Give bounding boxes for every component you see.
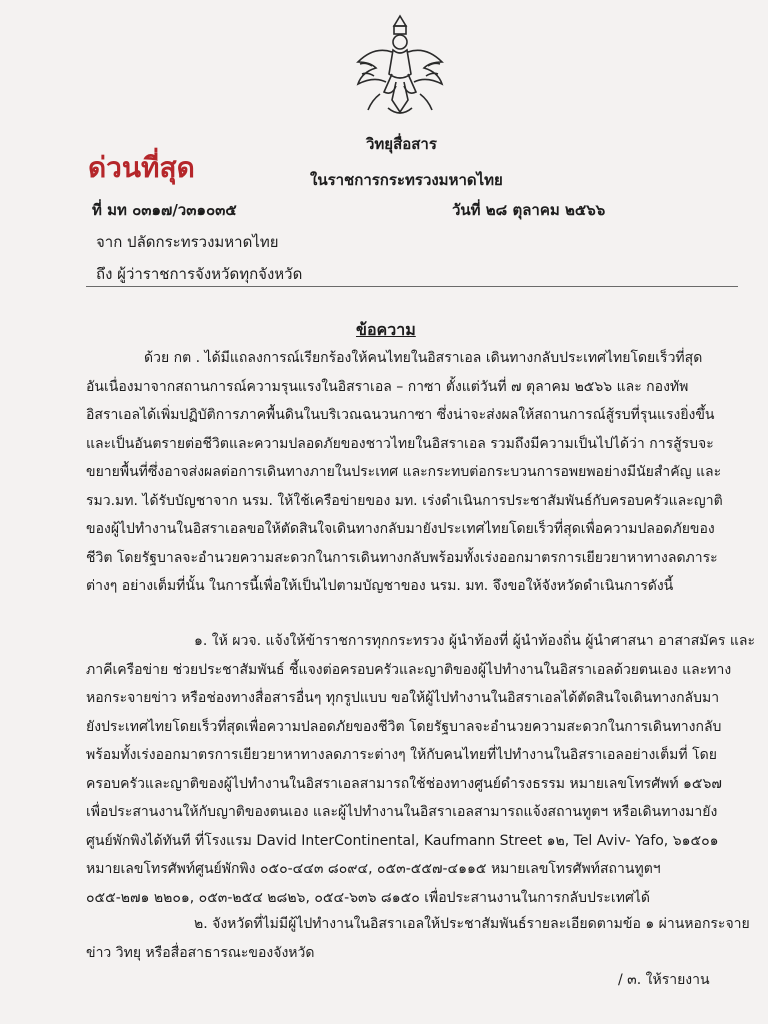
body-line: และเป็นอันตรายต่อชีวิตและความปลอดภัยของชาวไทยในอิสราเอล รวมถึงมีความเป็นไปได้ว่า การสู้รบจะ <box>86 435 714 452</box>
body-line: ต่างๆ อย่างเต็มที่นั้น ในการนี้เพื่อให้เป็นไปตามบัญชาของ นรม. มท. จึงขอให้จังหวัดดำเนินการดังนี้ <box>86 578 674 594</box>
body-line: อิสราเอลได้เพิ่มปฏิบัติการภาคพื้นดินในบริเวณฉนวนกาซา ซึ่งน่าจะส่งผลให้สถานการณ์สู้รบที่รุนแรงยิ่งขึ้น <box>86 407 715 423</box>
to-line: ถึง ผู้ว่าราชการจังหวัดทุกจังหวัด <box>96 265 303 283</box>
header-divider <box>86 286 738 287</box>
body-line: อันเนื่องมาจากสถานการณ์ความรุนแรงในอิสราเอล – กาซา ตั้งแต่วันที่ ๗ ตุลาคม ๒๕๖๖ และ กองทัพ <box>86 378 689 395</box>
body-line: ๒. จังหวัดที่ไม่มีผู้ไปทำงานในอิสราเอลให้ประชาสัมพันธ์รายละเอียดตามข้อ ๑ ผ่านหอกระจาย <box>194 916 750 932</box>
body-line: ของผู้ไปทำงานในอิสราเอลขอให้ตัดสินใจเดินทางกลับมายังประเทศไทยโดยเร็วที่สุดเพื่อความปลอดภัยของ <box>86 521 715 537</box>
body-line: หอกระจายข่าว หรือช่องทางสื่อสารอื่นๆ ทุกรูปแบบ ขอให้ผู้ไปทำงานในอิสราเอลได้ตัดสินใจเดินทางกลับมา <box>86 690 720 706</box>
body-line: ด้วย กต . ได้มีแถลงการณ์เรียกร้องให้คนไทยในอิสราเอล เดินทางกลับประเทศไทยโดยเร็วที่สุด <box>144 350 703 366</box>
body-line: ยังประเทศไทยโดยเร็วที่สุดเพื่อความปลอดภัยของชีวิต โดยรัฐบาลจะอำนวยความสะดวกในการเดินทางกลับ <box>86 718 722 735</box>
body-item-1 <box>86 627 755 912</box>
sender-radio-label: วิทยุสื่อสาร <box>366 135 437 153</box>
body-line: ภาคีเครือข่าย ช่วยประชาสัมพันธ์ ชี้แจงต่อครอบครัวและญาติของผู้ไปทำงานในอิสราเอลด้วยตนเอง และทาง <box>86 661 732 678</box>
subject-heading: ข้อความ <box>356 320 416 339</box>
from-line: จาก ปลัดกระทรวงมหาดไทย <box>96 233 279 251</box>
body-line: หมายเลขโทรศัพท์ศูนย์พักพิง ๐๕๐-๔๔๓ ๘๐๙๔, ๐๕๓-๕๕๗-๔๑๑๕ หมายเลขโทรศัพท์สถานทูตฯ <box>86 861 661 877</box>
body-line: ศูนย์พักพิงได้ทันที ที่โรงแรม David InterContinental, Kaufmann Street ๑๒, Tel Aviv- Yafo, ๖๑๕๐๑ <box>86 832 719 849</box>
reference-number: ที่ มท ๐๓๑๗/ว๓๑๐๓๕ <box>92 201 237 219</box>
body-item-2 <box>86 910 750 967</box>
body-line: พร้อมทั้งเร่งออกมาตรการเยียวยาหาทางลดภาระต่างๆ ให้กับคนไทยที่ไปทำงานในอิสราเอลอย่างเต็มที่ โดย <box>86 747 717 763</box>
body-line: ๐๕๕-๒๗๑ ๒๒๐๑, ๐๕๓-๒๕๔ ๒๘๒๖, ๐๕๔-๖๓๖ ๘๑๕๐ เพื่อประสานงานในการกลับประเทศได้ <box>86 889 650 906</box>
body-line: ข่าว วิทยุ หรือสื่อสาธารณะของจังหวัด <box>86 944 315 961</box>
letter-date: วันที่ ๒๘ ตุลาคม ๒๕๖๖ <box>452 201 606 219</box>
body-line: รมว.มท. ได้รับบัญชาจาก นรม. ให้ใช้เครือข่ายของ มท. เร่งดำเนินการประชาสัมพันธ์กับครอบครัวและญาติ <box>86 492 723 509</box>
body-line: ครอบครัวและญาติของผู้ไปทำงานในอิสราเอลสามารถใช้ช่องทางศูนย์ดำรงธรรม หมายเลขโทรศัพท์ ๑๕๖๗ <box>86 775 722 792</box>
body-line: ๑. ให้ ผวจ. แจ้งให้ข้าราชการทุกกระทรวง ผู้นำท้องที่ ผู้นำท้องถิ่น ผู้นำศาสนา อาสาสมัคร และ <box>194 633 755 649</box>
urgency-label: ด่วนที่สุด <box>88 151 195 184</box>
continuation-note: / ๓. ให้รายงาน <box>618 972 710 988</box>
body-intro <box>86 344 746 601</box>
body-line: ชีวิต โดยรัฐบาลจะอำนวยความสะดวกในการเดินทางกลับพร้อมทั้งเร่งออกมาตรการเยียวยาหาทางลดภาระ <box>86 549 718 566</box>
sender-org-label: ในราชการกระทรวงมหาดไทย <box>310 171 503 189</box>
garuda-emblem-icon <box>352 12 448 124</box>
body-line: ขยายพื้นที่ซึ่งอาจส่งผลต่อการเดินทางภายในประเทศ และกระทบต่อกระบวนการอพยพอย่างมีนัยสำคัญ และ <box>86 464 722 480</box>
body-line: เพื่อประสานงานให้กับญาติของตนเอง และผู้ไปทำงานในอิสราเอลสามารถแจ้งสถานทูตฯ หรือเดินทางมายัง <box>86 804 718 820</box>
